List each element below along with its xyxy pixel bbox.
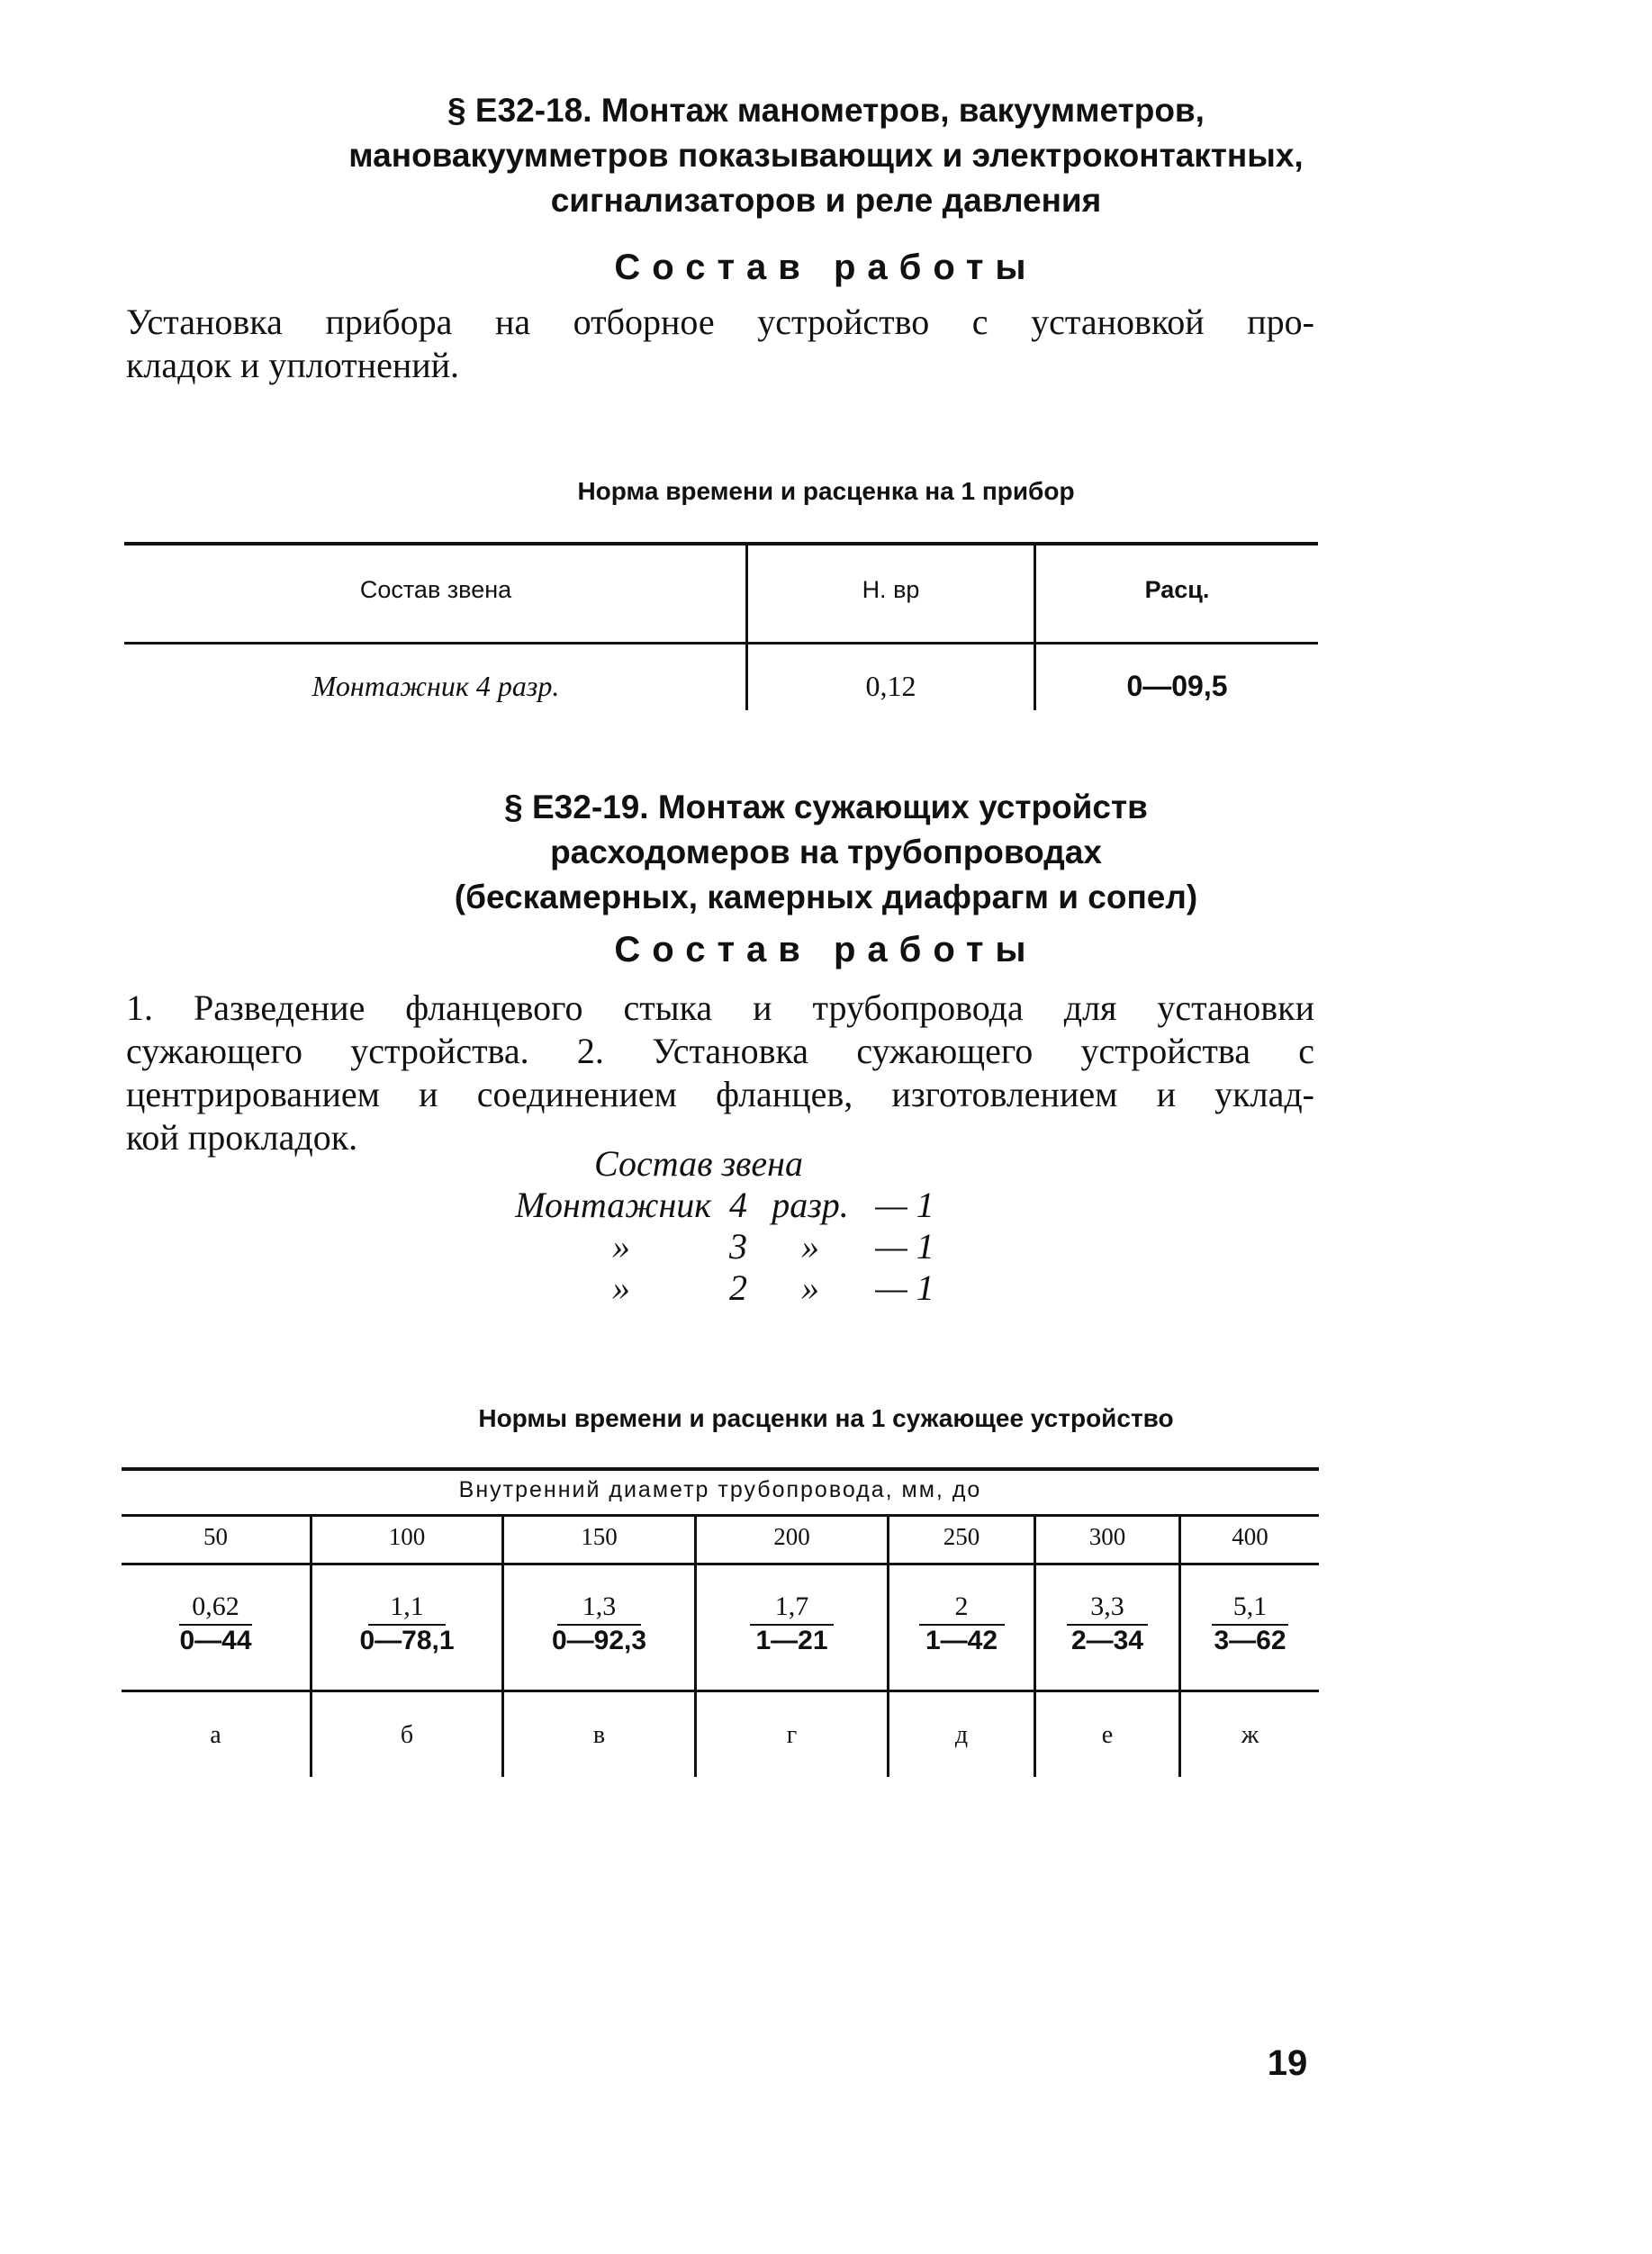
norm-cell [1036, 1591, 1178, 1656]
section2-work-line: сужающего устройства. 2. Установка сужающего устройства с [126, 1031, 1314, 1071]
crew-role: » [612, 1226, 630, 1267]
table2-header: Внутренний диаметр трубопровода, мм, до [458, 1477, 982, 1502]
crew-unit: разр. [772, 1185, 849, 1225]
column-letter: д [954, 1721, 969, 1749]
crew-row [495, 1185, 963, 1226]
crew-count: — 1 [875, 1185, 934, 1225]
section2-work-heading: Состав работы [614, 930, 1038, 969]
crew-count: — 1 [875, 1267, 934, 1308]
rate-value: 1—42 [925, 1626, 998, 1655]
section1-work-line: Установка прибора на отборное устройство с установкой про- [126, 302, 1314, 342]
page-number: 19 [1267, 2043, 1308, 2083]
section2-title-line: расходомеров на трубопроводах [550, 834, 1102, 870]
table1-header-rate: Расц. [1144, 576, 1210, 603]
section1-work-line: кладок и уплотнений. [126, 345, 460, 385]
crew-heading: Состав звена [594, 1143, 804, 1184]
section2-table-caption: Нормы времени и расценки на 1 сужающее устройство [478, 1404, 1174, 1432]
section2-title-line: § Е32-19. Монтаж сужающих устройств [504, 789, 1148, 825]
crew-row [495, 1267, 963, 1309]
time-value: 1,7 [750, 1591, 835, 1626]
rate-value: 0—44 [179, 1626, 252, 1655]
rate-value: 3—62 [1214, 1626, 1286, 1655]
column-letter: е [1101, 1721, 1114, 1749]
time-value: 5,1 [1212, 1591, 1289, 1626]
rate-value: 0—78,1 [359, 1626, 455, 1655]
column-letter: б [400, 1721, 414, 1749]
column-letter: а [210, 1721, 221, 1749]
table1-cell-crew: Монтажник 4 разр. [311, 670, 560, 702]
diameter-cell: 200 [773, 1523, 810, 1550]
crew-count: — 1 [875, 1226, 934, 1267]
section1-table-caption: Норма времени и расценка на 1 прибор [577, 477, 1075, 505]
diameter-cell: 400 [1232, 1523, 1268, 1550]
crew-role: » [612, 1267, 630, 1308]
column-letter: г [786, 1721, 798, 1749]
norm-cell [1181, 1591, 1319, 1656]
section1-title-line: сигнализаторов и реле давления [550, 182, 1102, 219]
diameter-cell: 250 [943, 1523, 980, 1550]
column-letter: в [592, 1721, 606, 1749]
norm-cell [122, 1591, 310, 1656]
crew-grade: 2 [729, 1267, 747, 1308]
crew-unit: » [801, 1226, 819, 1267]
section2-title [0, 785, 1652, 920]
crew-grade: 3 [729, 1226, 747, 1267]
time-value: 0,62 [179, 1591, 252, 1626]
table1-header-time: Н. вр [862, 576, 920, 603]
norm-cell [697, 1591, 887, 1656]
section1-title-line: § Е32-18. Монтаж манометров, вакуумметров, [447, 92, 1205, 129]
time-value: 1,1 [368, 1591, 446, 1626]
rate-value: 1—21 [755, 1626, 828, 1655]
crew-list [495, 1185, 963, 1309]
time-value: 2 [919, 1591, 1005, 1626]
table1-cell-rate: 0—09,5 [1126, 670, 1228, 702]
rate-value: 2—34 [1070, 1626, 1144, 1655]
crew-unit: » [801, 1267, 819, 1308]
section1-title [0, 88, 1652, 223]
section2-work-text [126, 987, 1314, 1159]
crew-row [495, 1226, 963, 1267]
diameter-cell: 150 [581, 1523, 618, 1550]
section1-work-text [126, 301, 1314, 387]
norm-cell [312, 1591, 501, 1656]
section2-title-line: (бескамерных, камерных диафрагм и сопел) [454, 879, 1198, 915]
diameter-cell: 50 [203, 1523, 228, 1550]
norm-cell [889, 1591, 1034, 1656]
crew-grade: 4 [729, 1185, 747, 1225]
diameter-cell: 300 [1088, 1523, 1126, 1550]
rate-value: 0—92,3 [551, 1626, 647, 1655]
section2-work-line: центрированием и соединением фланцев, изготовлением и уклад- [126, 1074, 1314, 1114]
section1-title-line: мановакуумметров показывающих и электроконтактных, [348, 137, 1304, 174]
crew-role: Монтажник [515, 1185, 711, 1225]
table1-header-crew: Состав звена [359, 576, 512, 603]
diameter-cell: 100 [388, 1523, 426, 1550]
section1-work-heading: Состав работы [614, 248, 1038, 287]
table1-cell-time: 0,12 [865, 670, 916, 702]
column-letter: ж [1241, 1721, 1259, 1749]
section2-work-line: 1. Разведение фланцевого стыка и трубопровода для установки [126, 987, 1314, 1028]
section2-work-line: кой прокладок. [126, 1117, 358, 1158]
time-value: 3,3 [1067, 1591, 1148, 1626]
norm-cell [504, 1591, 694, 1656]
time-value: 1,3 [557, 1591, 642, 1626]
